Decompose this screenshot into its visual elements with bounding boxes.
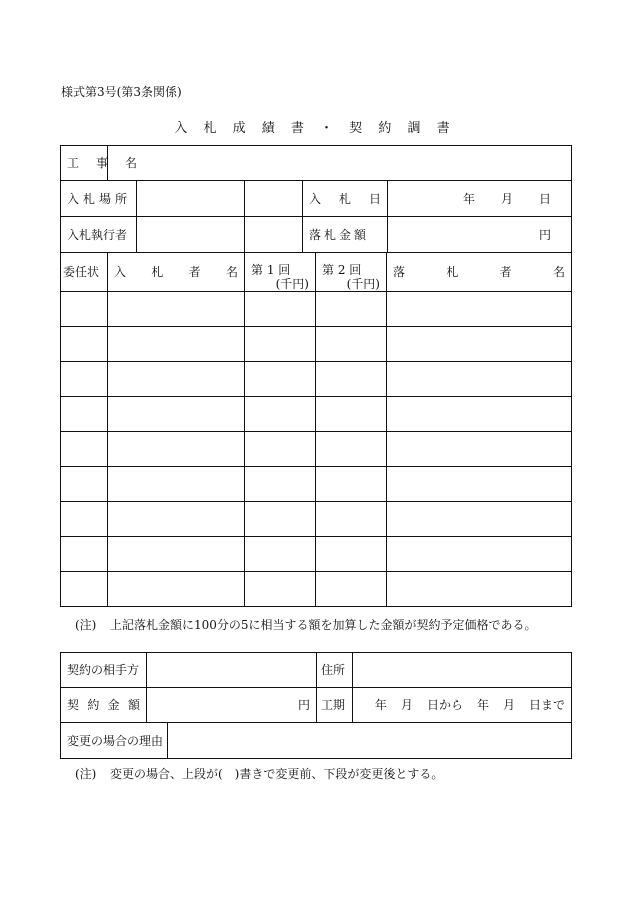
bid-place-row: [61, 181, 572, 217]
proxy-cell[interactable]: [61, 502, 108, 537]
project-name-field[interactable]: [108, 146, 572, 181]
note-2: [75, 767, 443, 781]
bidder-cell[interactable]: [108, 362, 245, 397]
winner-cell[interactable]: [387, 467, 572, 502]
project-name-row: [61, 146, 572, 181]
round1-cell[interactable]: [245, 432, 316, 467]
term-field[interactable]: 年 月 日から 年 月 日まで: [353, 688, 572, 723]
contract-yen-unit: 円: [297, 698, 310, 712]
proxy-header: 委任状: [61, 253, 108, 292]
yen-unit: 円: [538, 227, 551, 242]
round1-cell[interactable]: [245, 327, 316, 362]
term-label: 工期: [317, 688, 353, 723]
bid-date-label: 入 札 日: [302, 181, 388, 216]
winner-cell[interactable]: [387, 502, 572, 537]
form-number: 様式第3号(第3条関係): [61, 85, 182, 99]
contract-amount-field[interactable]: [147, 688, 317, 723]
bidder-cell[interactable]: [108, 537, 245, 572]
bid-place-field[interactable]: [137, 181, 244, 216]
note-2-mark: (注): [75, 767, 97, 781]
bid-row: [61, 292, 572, 327]
round2-cell[interactable]: [316, 502, 387, 537]
proxy-cell[interactable]: [61, 397, 108, 432]
contract-table: [60, 652, 572, 759]
column-header-row: [61, 253, 572, 292]
bidder-cell[interactable]: [108, 572, 245, 607]
bid-row: [61, 432, 572, 467]
round1-cell[interactable]: [245, 362, 316, 397]
winner-header: 落 札 者 名: [387, 253, 572, 292]
winner-cell[interactable]: [387, 432, 572, 467]
winner-cell[interactable]: [387, 397, 572, 432]
address-label: 住所: [317, 653, 353, 688]
counterparty-label: 契約の相手方: [61, 653, 147, 688]
change-reason-label: 変更の場合の理由: [61, 723, 168, 758]
bidder-cell[interactable]: [108, 292, 245, 327]
bid-row: [61, 362, 572, 397]
counterparty-row: [61, 653, 572, 688]
bidder-header: 入 札 者 名: [108, 253, 245, 292]
round1-header: 第 1 回 (千円): [245, 253, 316, 292]
bid-row: [61, 537, 572, 572]
counterparty-field[interactable]: [147, 653, 317, 688]
project-name-label: 工 事 名: [61, 146, 108, 181]
change-reason-row: [61, 723, 572, 759]
round2-cell[interactable]: [316, 537, 387, 572]
round2-cell[interactable]: [316, 327, 387, 362]
bid-results-table: [60, 145, 572, 607]
bid-executor-row: [61, 217, 572, 253]
round2-header: 第 2 回 (千円): [316, 253, 387, 292]
proxy-cell[interactable]: [61, 327, 108, 362]
day-unit: 日: [538, 191, 551, 206]
winner-cell[interactable]: [387, 572, 572, 607]
round2-cell[interactable]: [316, 292, 387, 327]
proxy-cell[interactable]: [61, 467, 108, 502]
bid-executor-field[interactable]: [137, 217, 244, 252]
proxy-cell[interactable]: [61, 572, 108, 607]
bidder-cell[interactable]: [108, 467, 245, 502]
note-2-text: 変更の場合、上段が( )書きで変更前、下段が変更後とする。: [110, 767, 444, 781]
winner-cell[interactable]: [387, 362, 572, 397]
contract-amount-label: 契 約 金 額: [61, 688, 147, 723]
bid-place-label: 入札場所: [61, 181, 137, 216]
round1-cell[interactable]: [245, 397, 316, 432]
bidder-cell[interactable]: [108, 397, 245, 432]
winner-cell[interactable]: [387, 537, 572, 572]
bid-date-field[interactable]: [388, 181, 571, 216]
round2-cell[interactable]: [316, 432, 387, 467]
round1-cell[interactable]: [245, 467, 316, 502]
award-amount-label: 落札金額: [302, 217, 388, 252]
contract-amount-row: [61, 688, 572, 723]
winner-cell[interactable]: [387, 327, 572, 362]
year-unit: 年: [462, 191, 475, 206]
bid-row: [61, 327, 572, 362]
bid-rows: [61, 292, 572, 607]
address-field[interactable]: [353, 653, 572, 688]
proxy-cell[interactable]: [61, 432, 108, 467]
month-unit: 月: [500, 191, 513, 206]
bidder-cell[interactable]: [108, 327, 245, 362]
round2-cell[interactable]: [316, 362, 387, 397]
round1-cell[interactable]: [245, 537, 316, 572]
proxy-cell[interactable]: [61, 362, 108, 397]
bidder-cell[interactable]: [108, 432, 245, 467]
winner-cell[interactable]: [387, 292, 572, 327]
round1-cell[interactable]: [245, 292, 316, 327]
round2-cell[interactable]: [316, 467, 387, 502]
bid-row: [61, 502, 572, 537]
proxy-cell[interactable]: [61, 537, 108, 572]
note-1-text: 上記落札金額に100分の5に相当する額を加算した金額が契約予定価格である。: [110, 618, 537, 632]
bid-executor-label: 入札執行者: [61, 217, 137, 252]
bidder-cell[interactable]: [108, 502, 245, 537]
note-1: [75, 618, 537, 632]
change-reason-field[interactable]: [168, 723, 571, 758]
round1-cell[interactable]: [245, 502, 316, 537]
document-title: 入 札 成 績 書 ・ 契 約 調 書: [174, 121, 456, 136]
round2-cell[interactable]: [316, 572, 387, 607]
note-1-mark: (注): [75, 618, 97, 632]
round2-cell[interactable]: [316, 397, 387, 432]
bid-row: [61, 572, 572, 607]
proxy-cell[interactable]: [61, 292, 108, 327]
round1-cell[interactable]: [245, 572, 316, 607]
award-amount-field[interactable]: [388, 217, 571, 252]
bid-row: [61, 467, 572, 502]
bid-row: [61, 397, 572, 432]
